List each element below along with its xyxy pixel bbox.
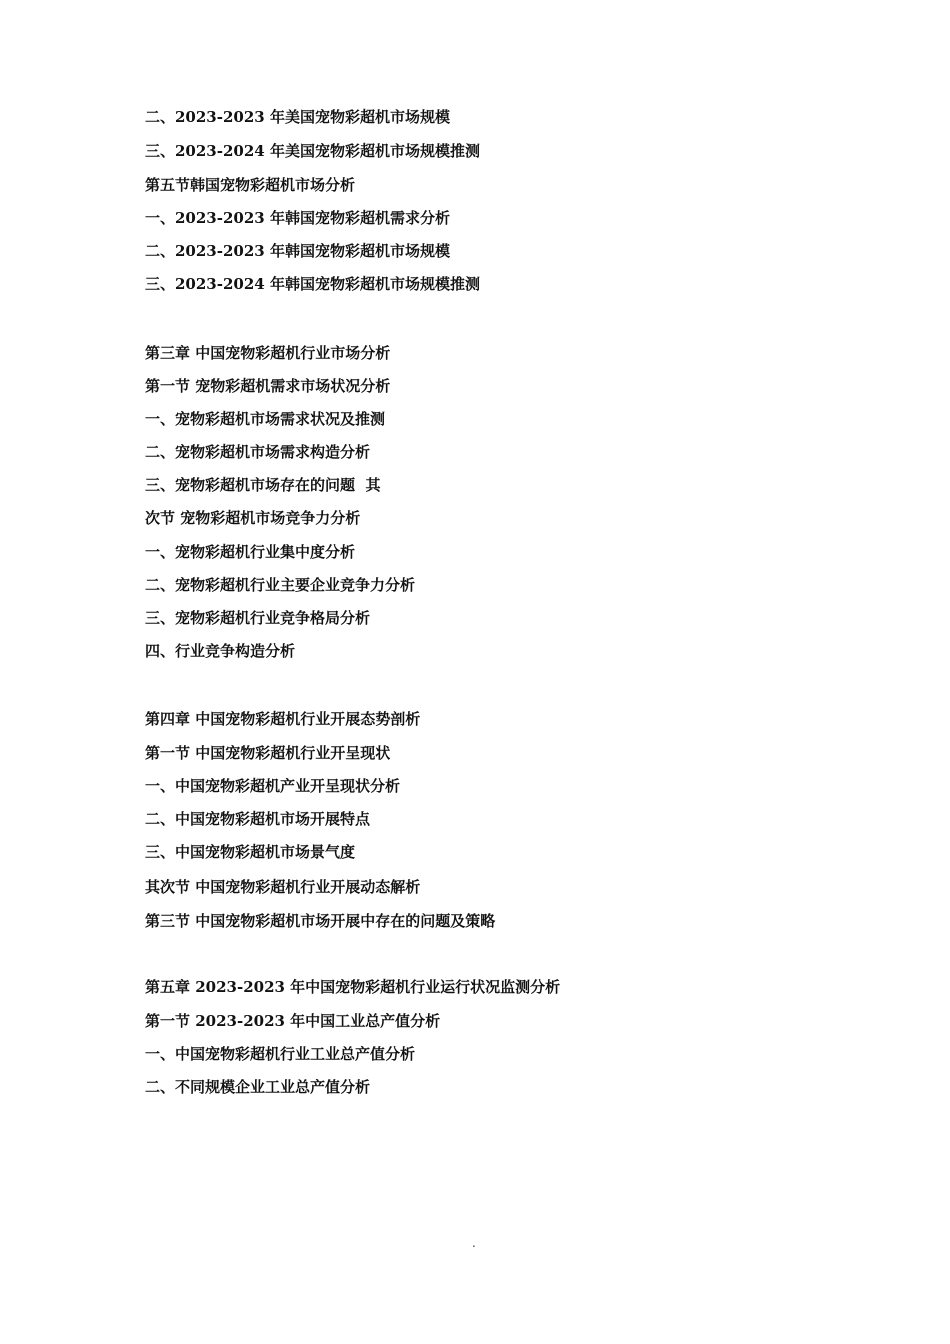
- toc-chapter-heading: 第四章 中国宠物彩超机行业开展态势剖析: [145, 710, 421, 728]
- toc-section-heading: 第五节韩国宠物彩超机市场分析: [145, 176, 356, 194]
- toc-section-heading: 第一节 2023-2023 年中国工业总产值分析: [145, 1012, 441, 1030]
- toc-section-heading: 第一节 宠物彩超机需求市场状况分析: [145, 377, 391, 395]
- toc-chapter-heading: 第五章 2023-2023 年中国宠物彩超机行业运行状况监测分析: [145, 978, 561, 996]
- toc-line: 四、行业竞争构造分析: [145, 642, 296, 660]
- toc-line: 一、宠物彩超机行业集中度分析: [145, 543, 356, 561]
- toc-line: 二、中国宠物彩超机市场开展特点: [145, 810, 371, 828]
- toc-line: 三、2023-2024 年韩国宠物彩超机市场规模推测: [145, 275, 480, 293]
- toc-line: 二、不同规模企业工业总产值分析: [145, 1078, 371, 1096]
- toc-chapter-heading: 第三章 中国宠物彩超机行业市场分析: [145, 344, 391, 362]
- toc-section-heading: 其次节 中国宠物彩超机行业开展动态解析: [145, 878, 421, 896]
- toc-line: 二、2023-2023 年韩国宠物彩超机市场规模: [145, 242, 450, 260]
- toc-line: 二、宠物彩超机行业主要企业竞争力分析: [145, 576, 416, 594]
- toc-line: 一、中国宠物彩超机产业开呈现状分析: [145, 777, 401, 795]
- toc-section-heading: 次节 宠物彩超机市场竞争力分析: [145, 509, 361, 527]
- toc-line: 一、宠物彩超机市场需求状况及推测: [145, 410, 386, 428]
- toc-line: 三、2023-2024 年美国宠物彩超机市场规模推测: [145, 142, 480, 160]
- toc-section-heading: 第一节 中国宠物彩超机行业开呈现状: [145, 744, 391, 762]
- toc-line: 一、中国宠物彩超机行业工业总产值分析: [145, 1045, 416, 1063]
- toc-line: 二、2023-2023 年美国宠物彩超机市场规模: [145, 108, 450, 126]
- page-footer-mark: .: [472, 1236, 476, 1250]
- toc-line: 二、宠物彩超机市场需求构造分析: [145, 443, 371, 461]
- toc-section-heading: 第三节 中国宠物彩超机市场开展中存在的问题及策略: [145, 912, 496, 930]
- toc-line: 三、中国宠物彩超机市场景气度: [145, 843, 356, 861]
- toc-line: 三、宠物彩超机行业竞争格局分析: [145, 609, 371, 627]
- toc-line: 三、宠物彩超机市场存在的问题 其: [145, 476, 381, 494]
- toc-line: 一、2023-2023 年韩国宠物彩超机需求分析: [145, 209, 450, 227]
